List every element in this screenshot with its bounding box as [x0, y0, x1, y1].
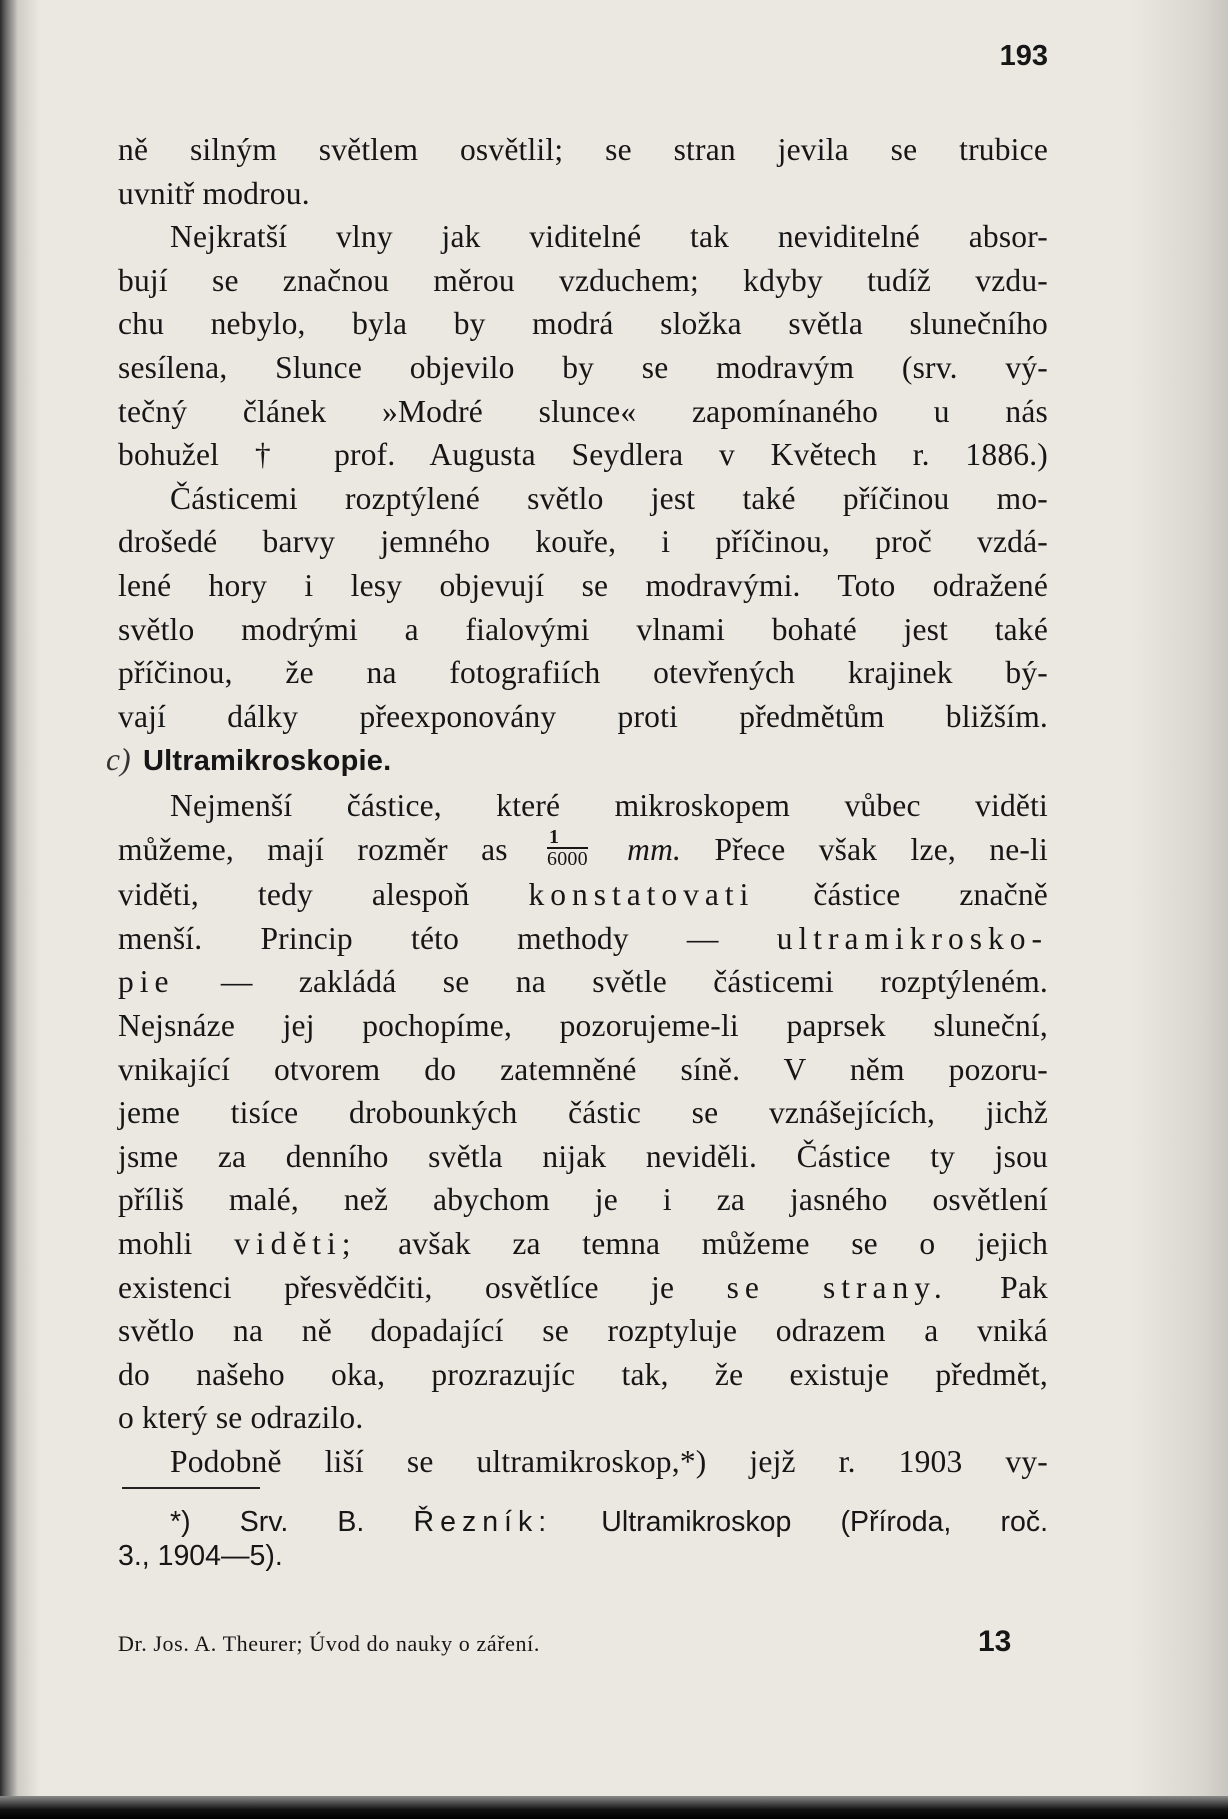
- footnote-line: 3., 1904—5).: [118, 1540, 283, 1572]
- text-line: příčinou, že na fotografiích otevřených krajinek bý-: [118, 655, 1048, 691]
- fraction-numerator: 1: [547, 827, 588, 849]
- fraction: [547, 827, 588, 869]
- spaced-text: konstatovati: [528, 877, 755, 913]
- text-fragment: Přece však lze, ne-li: [714, 831, 1048, 867]
- text-line: uvnitř modrou.: [118, 175, 310, 211]
- text-fragment: částice značně: [813, 877, 1048, 913]
- main-text: [106, 128, 1049, 1484]
- text-line-fraction: [118, 828, 1048, 874]
- page-number: 193: [999, 40, 1048, 72]
- text-fragment: — zakládá se na světle částicemi rozptýleném.: [220, 964, 1048, 1000]
- text-fragment: mohli: [118, 1226, 193, 1262]
- text-line: světlo na ně dopadající se rozptyluje odrazem a vniká: [118, 1313, 1048, 1349]
- footnote-divider: [122, 1487, 260, 1489]
- text-line: vají dálky přeexponovány proti předmětům bližším.: [118, 698, 1048, 734]
- spaced-text: viděti;: [234, 1226, 357, 1262]
- text-line: [118, 1222, 1048, 1266]
- text-line: lené hory i lesy objevují se modravými. Toto odražené: [118, 567, 1048, 603]
- text-fragment: viděti, tedy alespoň: [118, 877, 470, 913]
- text-line: [118, 960, 1048, 1004]
- text-line: bohužel † prof. Augusta Seydlera v Květech r. 1886.): [118, 437, 1048, 473]
- text-line: Nejkratší vlny jak viditelné tak neviditelné absor-: [170, 219, 1048, 255]
- signature-mark: 13: [978, 1625, 1012, 1658]
- text-line: jsme za denního světla nijak neviděli. Částice ty jsou: [118, 1138, 1048, 1174]
- text-fragment: Ultramikroskop (Příroda, roč.: [601, 1506, 1049, 1538]
- text-fragment: Pak: [1000, 1269, 1048, 1305]
- text-line: [118, 917, 1048, 961]
- text-line: [118, 873, 1048, 917]
- text-line: příliš malé, než abychom je i za jasného osvětlení: [118, 1182, 1048, 1218]
- text-line: Nejsnáze jej pochopíme, pozorujeme-li paprsek sluneční,: [118, 1008, 1048, 1044]
- text-line: vnikající otvorem do zatemněné síně. V něm pozoru-: [118, 1051, 1048, 1087]
- text-fragment: avšak za temna můžeme se o jejich: [398, 1226, 1049, 1262]
- footnote: [118, 1505, 1048, 1573]
- text-line: do našeho oka, prozrazujíc tak, že existuje předmět,: [118, 1356, 1048, 1392]
- scan-bottom-edge: [0, 1796, 1228, 1819]
- text-line: [118, 1266, 1048, 1310]
- text-line: ně silným světlem osvětlil; se stran jevila se trubice: [118, 132, 1048, 167]
- text-fragment: existenci přesvědčiti, osvětlíce je: [118, 1269, 675, 1305]
- spaced-text: pie: [118, 964, 175, 1000]
- unit-text: mm.: [627, 831, 682, 867]
- text-line: Podobně liší se ultramikroskop,*) jejž r. 1903 vy-: [170, 1443, 1048, 1479]
- text-line: bují se značnou měrou vzduchem; kdyby tudíž vzdu-: [118, 262, 1048, 298]
- spaced-text: se strany.: [726, 1269, 948, 1305]
- text-line: o který se odrazilo.: [118, 1400, 364, 1436]
- footnote-line: [118, 1505, 1048, 1539]
- text-line: drošedé barvy jemného kouře, i příčinou, proč vzdá-: [118, 524, 1048, 560]
- footer-citation: Dr. Jos. A. Theurer; Úvod do nauky o záření.: [118, 1631, 540, 1656]
- text-line: sesílena, Slunce objevilo by se modravým (srv. vý-: [118, 349, 1048, 385]
- section-heading: [106, 738, 1048, 784]
- text-line: Nejmenší částice, které mikroskopem vůbec viděti: [170, 787, 1048, 823]
- section-marker: c): [106, 742, 131, 778]
- spaced-text: Řezník:: [413, 1506, 553, 1538]
- text-line: chu nebylo, byla by modrá složka světla slunečního: [118, 306, 1048, 342]
- text-fragment: můžeme, mají rozměr as: [118, 831, 508, 867]
- spaced-text: ultramikrosko-: [776, 920, 1048, 956]
- text-line: jeme tisíce drobounkých částic se vznášejících, jichž: [118, 1095, 1048, 1131]
- fraction-denominator: 6000: [547, 848, 588, 871]
- text-fragment: menší. Princip této methody —: [118, 920, 719, 956]
- section-title: Ultramikroskopie.: [142, 745, 392, 778]
- text-fragment: *) Srv. B.: [170, 1506, 365, 1538]
- text-line: světlo modrými a fialovými vlnami bohaté jest také: [118, 611, 1048, 647]
- text-line: Částicemi rozptýlené světlo jest také příčinou mo-: [170, 480, 1048, 516]
- text-line: tečný článek »Modré slunce« zapomínaného u nás: [118, 393, 1048, 429]
